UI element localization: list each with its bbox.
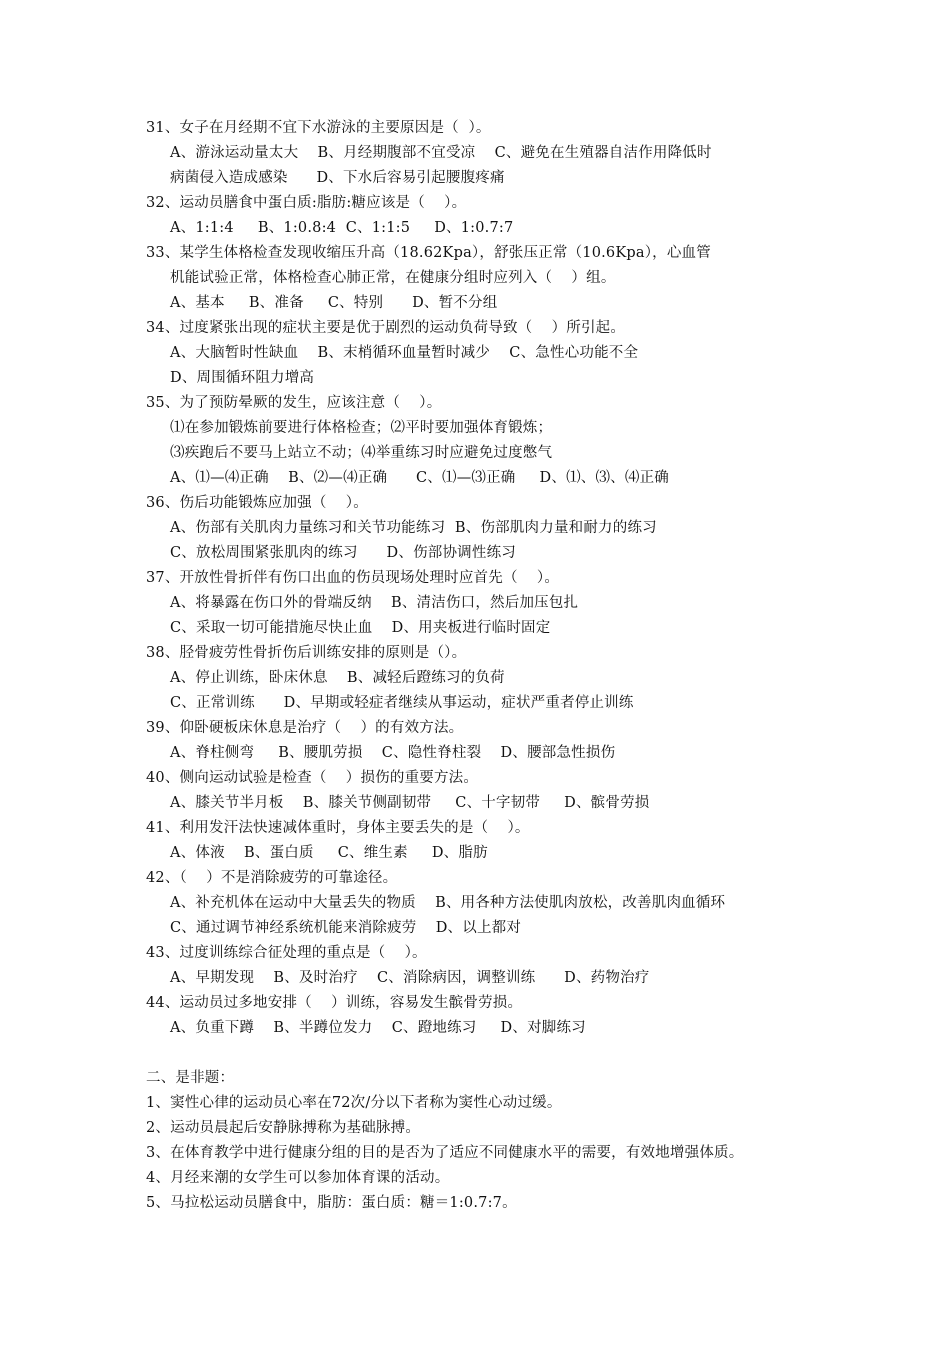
question-option: A、停止训练，卧床休息 B、减轻后蹬练习的负荷 (170, 670, 505, 686)
question-option: A、补充机体在运动中大量丢失的物质 B、用各种方法使肌肉放松，改善肌肉血循环 (170, 895, 726, 911)
question-stem: 44、运动员过多地安排（ ）训练，容易发生髌骨劳损。 (146, 995, 523, 1011)
question-option: ⑴在参加锻炼前要进行体格检查；⑵平时要加强体育锻炼； (170, 420, 553, 436)
true-false-item: 1、窦性心律的运动员心率在72次/分以下者称为窦性心动过缓。 (146, 1095, 562, 1111)
true-false-item: 3、在体育教学中进行健康分组的目的是否为了适应不同健康水平的需要，有效地增强体质。 (146, 1145, 744, 1161)
question-option: A、伤部有关肌肉力量练习和关节功能练习 B、伤部肌肉力量和耐力的练习 (170, 520, 657, 536)
question-option: D、周围循环阻力增高 (170, 370, 315, 386)
question-stem: 34、过度紧张出现的症状主要是优于剧烈的运动负荷导致（ ）所引起。 (146, 320, 626, 336)
question-option: A、膝关节半月板 B、膝关节侧副韧带 C、十字韧带 D、髌骨劳损 (170, 795, 650, 811)
question-stem: 机能试验正常，体格检查心肺正常，在健康分组时应列入（ ）组。 (170, 270, 616, 286)
question-option: A、负重下蹲 B、半蹲位发力 C、蹬地练习 D、对脚练习 (170, 1020, 586, 1036)
question-stem: 37、开放性骨折伴有伤口出血的伤员现场处理时应首先（ ）。 (146, 570, 560, 586)
question-stem: 33、某学生体格检查发现收缩压升高（18.62Kpa），舒张压正常（10.6Kpa），心血管 (146, 245, 711, 261)
question-option: A、1:1:4 B、1:0.8:4 C、1:1:5 D、1:0.7:7 (170, 220, 514, 236)
true-false-item: 4、月经来潮的女学生可以参加体育课的活动。 (146, 1170, 450, 1186)
question-option: C、采取一切可能措施尽快止血 D、用夹板进行临时固定 (170, 620, 551, 636)
question-option: A、脊柱侧弯 B、腰肌劳损 C、隐性脊柱裂 D、腰部急性损伤 (170, 745, 616, 761)
question-stem: 39、仰卧硬板床休息是治疗（ ）的有效方法。 (146, 720, 464, 736)
question-option: A、体液 B、蛋白质 C、维生素 D、脂肪 (170, 845, 488, 861)
question-option: A、大脑暂时性缺血 B、末梢循环血量暂时减少 C、急性心功能不全 (170, 345, 639, 361)
question-stem: 41、利用发汗法快速减体重时，身体主要丢失的是（ ）。 (146, 820, 530, 836)
question-stem: 40、侧向运动试验是检查（ ）损伤的重要方法。 (146, 770, 479, 786)
question-option: 病菌侵入造成感染 D、下水后容易引起腰腹疼痛 (170, 170, 505, 186)
question-option: A、⑴—⑷正确 B、⑵—⑷正确 C、⑴—⑶正确 D、⑴、⑶、⑷正确 (170, 470, 669, 486)
true-false-item: 2、运动员晨起后安静脉搏称为基础脉搏。 (146, 1120, 421, 1136)
question-option: C、正常训练 D、早期或轻症者继续从事运动，症状严重者停止训练 (170, 695, 634, 711)
question-stem: 42、（ ）不是消除疲劳的可靠途径。 (146, 870, 398, 886)
question-stem: 38、胫骨疲劳性骨折伤后训练安排的原则是（）。 (146, 645, 467, 661)
section-heading: 二、是非题： (146, 1070, 235, 1086)
question-option: A、游泳运动量太大 B、月经期腹部不宜受凉 C、避免在生殖器自洁作用降低时 (170, 145, 712, 161)
question-stem: 35、为了预防晕厥的发生，应该注意（ ）。 (146, 395, 442, 411)
true-false-item: 5、马拉松运动员膳食中，脂肪：蛋白质：糖＝1:0.7:7。 (146, 1195, 517, 1211)
question-option: C、通过调节神经系统机能来消除疲劳 D、以上都对 (170, 920, 522, 936)
question-stem: 43、过度训练综合征处理的重点是（ ）。 (146, 945, 427, 961)
question-option: C、放松周围紧张肌肉的练习 D、伤部协调性练习 (170, 545, 516, 561)
question-option: A、早期发现 B、及时治疗 C、消除病因，调整训练 D、药物治疗 (170, 970, 650, 986)
question-stem: 31、女子在月经期不宜下水游泳的主要原因是（ ）。 (146, 120, 491, 136)
question-option: A、将暴露在伤口外的骨端反纳 B、清洁伤口，然后加压包扎 (170, 595, 579, 611)
question-stem: 36、伤后功能锻炼应加强（ ）。 (146, 495, 368, 511)
question-option: ⑶疾跑后不要马上站立不动；⑷举重练习时应避免过度憋气 (170, 445, 553, 461)
question-option: A、基本 B、准备 C、特别 D、暂不分组 (170, 295, 498, 311)
question-stem: 32、运动员膳食中蛋白质:脂肪:糖应该是（ ）。 (146, 195, 467, 211)
